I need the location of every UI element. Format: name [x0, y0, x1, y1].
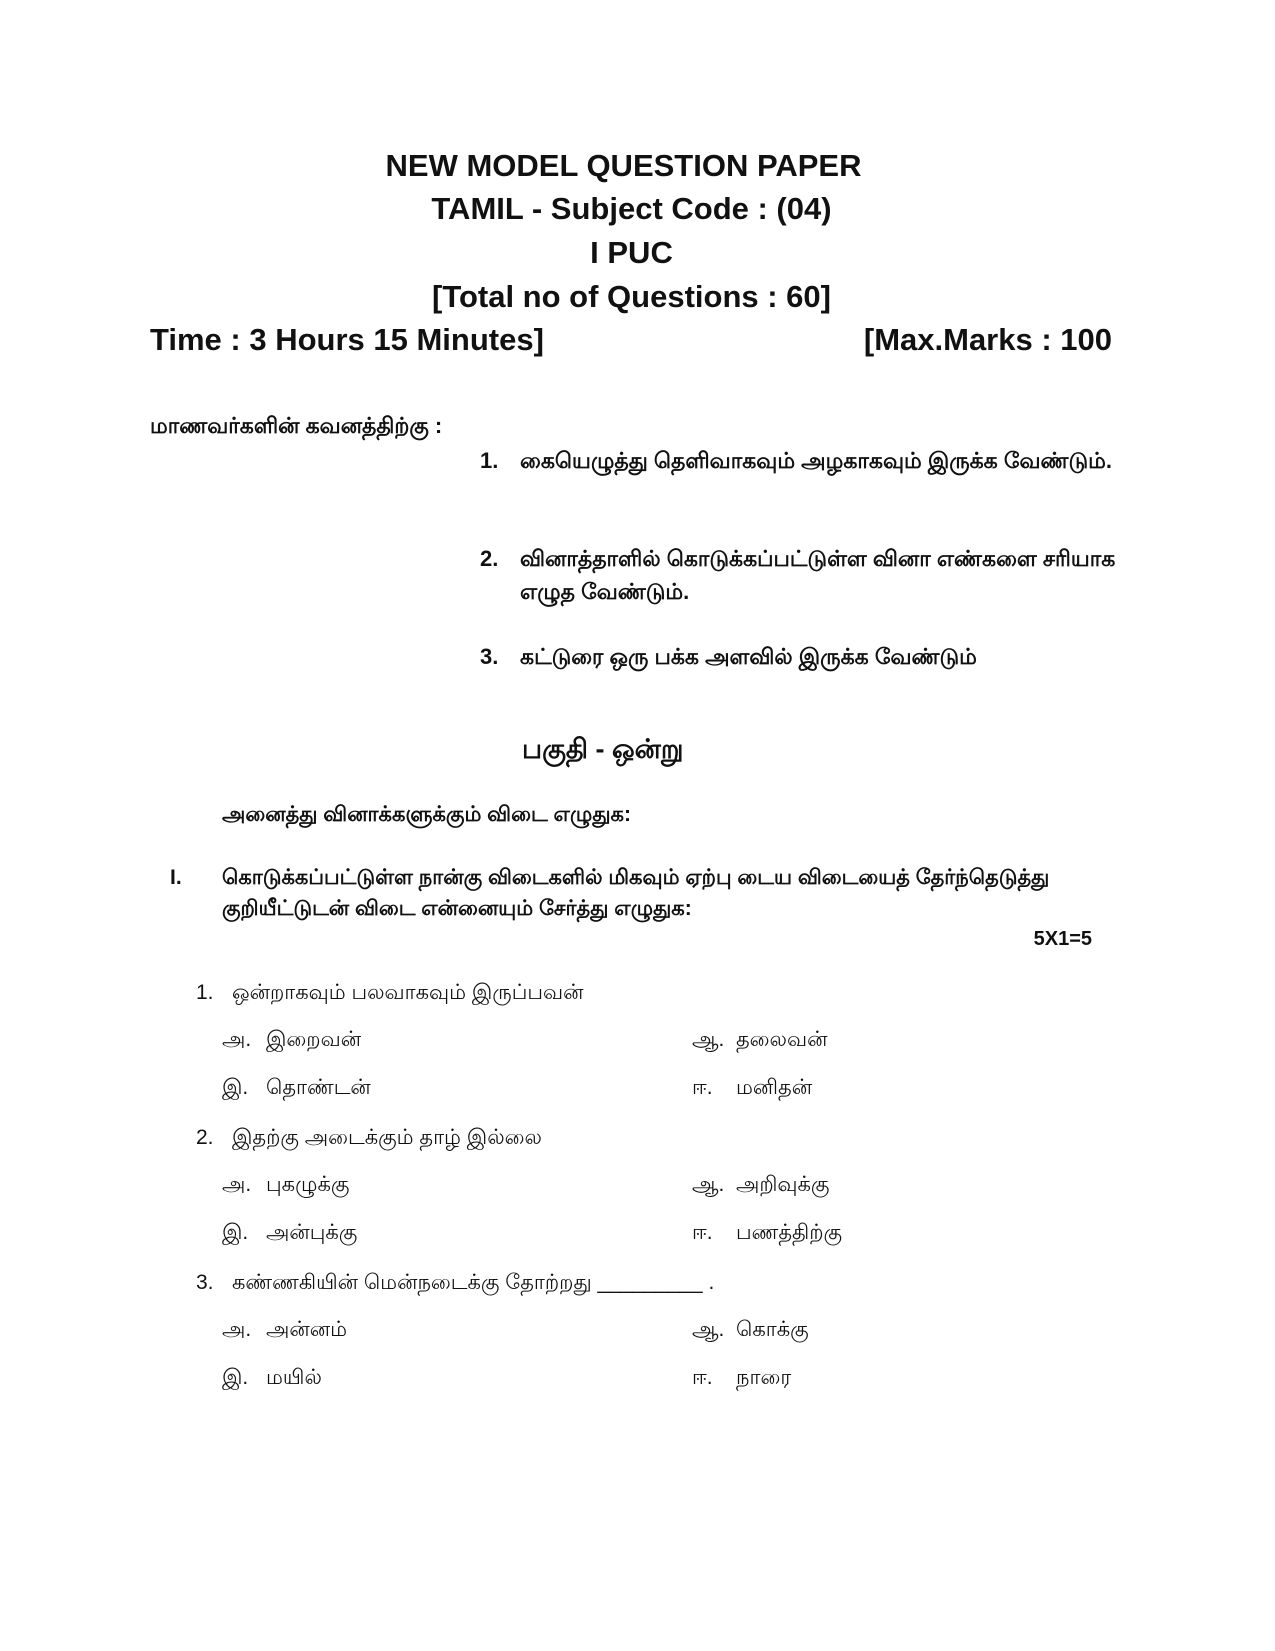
option-letter: ஆ.	[692, 1028, 725, 1051]
option-text: புகழுக்கு	[266, 1173, 350, 1196]
max-marks: [Max.Marks : 100	[863, 322, 1112, 357]
option-text: மனிதன்	[736, 1076, 813, 1099]
option-text: அன்புக்கு	[266, 1221, 358, 1244]
option-text: அன்னம்	[266, 1318, 347, 1341]
option-letter: இ.	[222, 1221, 249, 1244]
part-roman-numeral: I.	[170, 866, 182, 889]
option-letter: ஆ.	[692, 1173, 725, 1196]
option-b	[692, 1315, 809, 1345]
question-stem	[196, 1268, 714, 1298]
section-instruction: அனைத்து வினாக்களுக்கும் விடை எழுதுக:	[222, 803, 631, 826]
option-text: தொண்டன்	[266, 1076, 371, 1099]
instruction-number: 1.	[480, 448, 499, 473]
question-text: ஒன்றாகவும் பலவாகவும் இருப்பவன்	[232, 981, 584, 1004]
notes-heading: மாணவர்களின் கவனத்திற்கு :	[150, 413, 443, 438]
option-b	[692, 1170, 829, 1200]
option-letter: இ.	[222, 1076, 249, 1099]
option-c	[222, 1363, 322, 1393]
option-letter: ஈ.	[692, 1076, 713, 1099]
option-c	[222, 1218, 357, 1248]
instruction-number: 3.	[480, 644, 499, 669]
option-letter: ஆ.	[692, 1318, 725, 1341]
instruction-text: வினாத்தாளில் கொடுக்கப்பட்டுள்ள வினா எண்களை சரியாக எழுத வேண்டும்.	[520, 546, 1116, 604]
option-a	[222, 1170, 349, 1200]
option-d	[692, 1073, 812, 1103]
option-letter: ஈ.	[692, 1366, 713, 1389]
paper-title: NEW MODEL QUESTION PAPER	[385, 148, 862, 183]
time-duration: Time : 3 Hours 15 Minutes]	[150, 322, 544, 357]
option-text: அறிவுக்கு	[736, 1173, 830, 1196]
total-questions: [Total no of Questions : 60]	[432, 279, 831, 314]
option-text: தலைவன்	[736, 1028, 828, 1051]
option-text: மயில்	[266, 1366, 322, 1389]
question-number: 1.	[196, 981, 214, 1004]
option-text: கொக்கு	[736, 1318, 809, 1341]
option-letter: அ.	[222, 1028, 252, 1051]
question-number: 3.	[196, 1271, 214, 1294]
instruction-text: கட்டுரை ஒரு பக்க அளவில் இருக்க வேண்டும்	[520, 644, 977, 669]
option-a	[222, 1025, 361, 1055]
option-c	[222, 1073, 371, 1103]
part-instruction: கொடுக்கப்பட்டுள்ள நான்கு விடைகளில் மிகவும் ஏற்பு டைய விடையைத் தேர்ந்தெடுத்து குறியீட்டுடன் விடை என்னையும் சேர்த்து எழுதுக:	[222, 866, 1050, 920]
class-name: I PUC	[590, 235, 673, 270]
question-stem	[196, 978, 583, 1008]
option-text: இறைவன்	[266, 1028, 362, 1051]
subject-code: TAMIL - Subject Code : (04)	[431, 191, 832, 226]
option-letter: அ.	[222, 1318, 252, 1341]
option-letter: அ.	[222, 1173, 252, 1196]
option-text: பணத்திற்கு	[736, 1221, 843, 1244]
option-d	[692, 1218, 842, 1248]
option-text: நாரை	[736, 1366, 792, 1389]
option-d	[692, 1363, 791, 1393]
instruction-number: 2.	[480, 546, 499, 571]
option-letter: ஈ.	[692, 1221, 713, 1244]
option-b	[692, 1025, 827, 1055]
section-title: பகுதி - ஒன்று	[522, 734, 684, 764]
question-text: கண்ணகியின் மென்நடைக்கு தோற்றது _________ .	[232, 1271, 715, 1294]
question-number: 2.	[196, 1126, 214, 1149]
option-a	[222, 1315, 347, 1345]
instruction-text: கையெழுத்து தெளிவாகவும் அழகாகவும் இருக்க வேண்டும்.	[520, 448, 1112, 473]
option-letter: இ.	[222, 1366, 249, 1389]
question-text: இதற்கு அடைக்கும் தாழ் இல்லை	[232, 1126, 542, 1149]
part-marks: 5X1=5	[1033, 928, 1092, 950]
question-stem	[196, 1123, 542, 1153]
